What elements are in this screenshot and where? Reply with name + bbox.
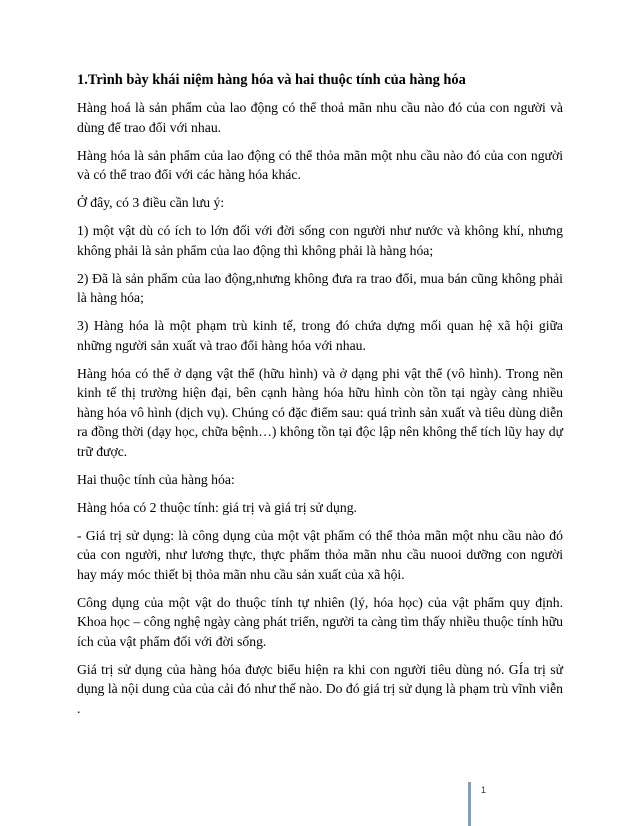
paragraph-definition-1: Hàng hoá là sản phẩm của lao động có thể thoả mãn nhu cầu nào đó của con người và dùng để trao đổi với nhau. <box>77 100 563 135</box>
paragraph-note-1: 1) một vật dù có ích to lớn đối với đời sống con người như nước và không khí, nhưng không phải là sản phẩm của lao động thì không phải là hàng hóa; <box>77 223 563 258</box>
document-body <box>77 71 563 727</box>
paragraph-attributes-heading: Hai thuộc tính của hàng hóa: <box>77 471 235 487</box>
page-number: 1 <box>481 785 487 795</box>
paragraph-attributes: Hàng hóa có 2 thuộc tính: giá trị và giá trị sử dụng. <box>77 499 357 515</box>
section-heading: 1.Trình bày khái niệm hàng hóa và hai thuộc tính của hàng hóa <box>77 72 466 88</box>
paragraph-note-3: 3) Hàng hóa là một phạm trù kinh tế, trong đó chứa dựng mối quan hệ xã hội giữa những người sản xuất và trao đổi hàng hóa với nhau. <box>77 318 563 353</box>
paragraph-note-2: 2) Đã là sản phẩm của lao động,nhưng không đưa ra trao đổi, mua bán cũng không phải là hàng hóa; <box>77 270 563 305</box>
paragraph-forms: Hàng hóa có thể ở dạng vật thể (hữu hình) và ở dạng phi vật thể (vô hình). Trong nền kinh tế thị trường hiện đại, bên cạnh hàng hóa hữu hình còn tồn tại ngày càng nhiều hàng hóa vô hình (dịch vụ). Chúng có đặc điểm sau: quá trình sản xuất và tiêu dùng diễn ra đồng thời (dạy học, chữa bệnh…) không tồn tại độc lập nên không thể tích lũy hay dự trữ được. <box>77 365 563 459</box>
paragraph-utility: Công dụng của một vật do thuộc tính tự nhiên (lý, hóa học) của vật phẩm quy định. Khoa học – công nghệ ngày càng phát triển, người ta càng tìm thấy nhiều thuộc tính hữu ích của vật phẩm đối với đời sống. <box>77 594 563 649</box>
paragraph-definition-2: Hàng hóa là sản phẩm của lao động có thể thỏa mãn một nhu cầu nào đó của con người và có thể trao đổi với các hàng hóa khác. <box>77 147 563 182</box>
paragraph-use-value: - Giá trị sử dụng: là công dụng của một vật phẩm có thể thỏa mãn một nhu cầu nào đó của con người, như lương thực, thực phẩm thỏa mãn nhu cầu nuooi dưỡng con người hay máy móc thiết bị thỏa mãn nhu cầu sản xuất của xã hội. <box>77 527 563 582</box>
paragraph-use-value-expression: Giá trị sử dụng của hàng hóa được biểu hiện ra khi con người tiêu dùng nó. GÍa trị sử dụng là nội dung của của cải đó như thế nào. Do đó giá trị sử dụng là phạm trù vĩnh viễn . <box>77 661 563 716</box>
page-number-footer <box>468 782 531 826</box>
paragraph-notes-intro: Ở đây, có 3 điều cần lưu ý: <box>77 195 225 210</box>
